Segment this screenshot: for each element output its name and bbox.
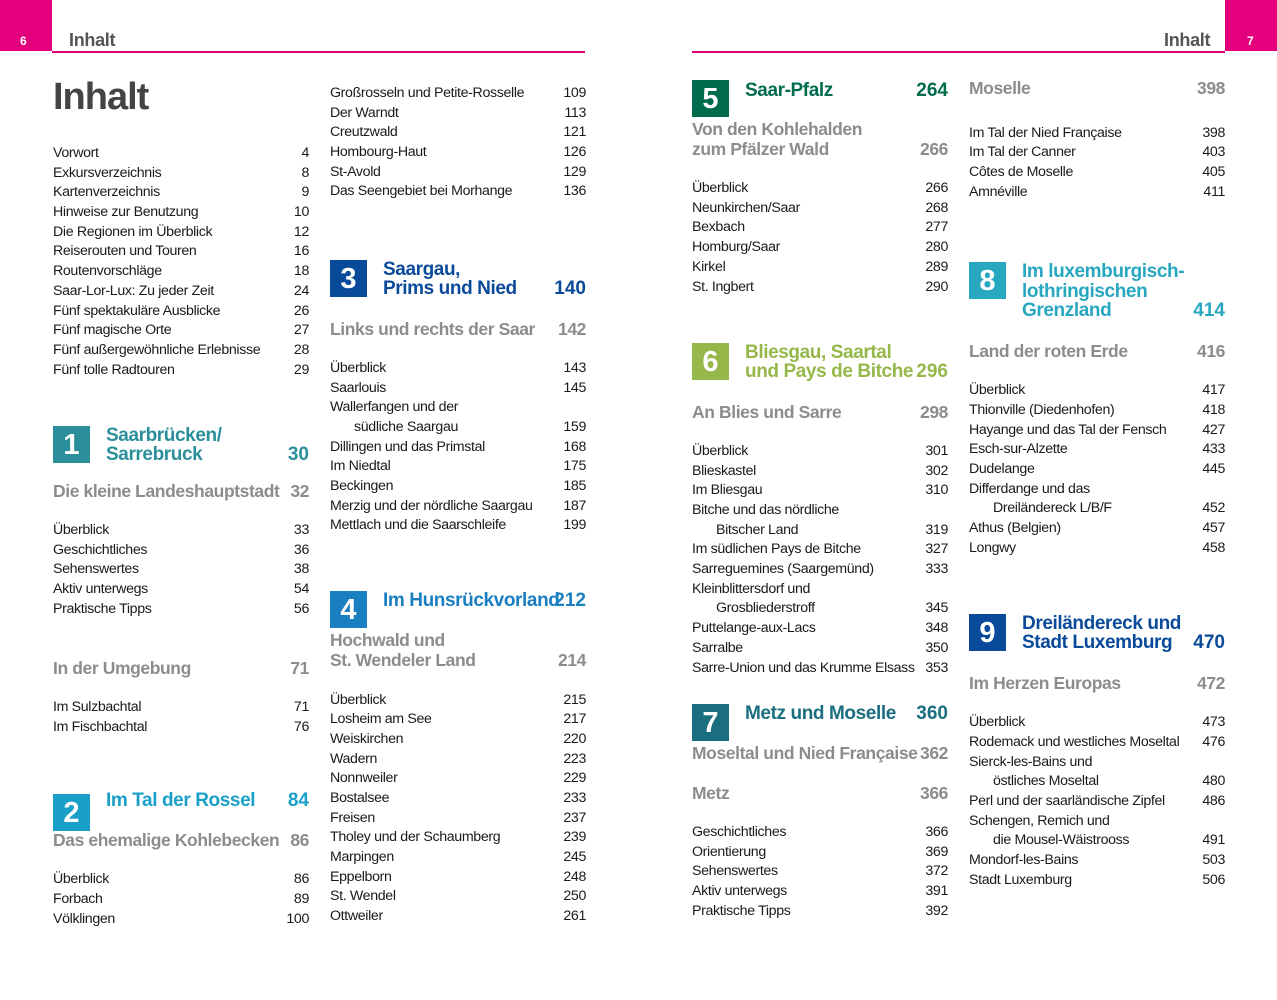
chapter-number-box: 5: [692, 80, 729, 117]
chapter-number-box: 1: [53, 426, 90, 463]
chapter-title: Stadt Luxemburg: [1022, 632, 1173, 654]
toc-entry[interactable]: Völklingen 100: [53, 910, 309, 927]
toc-entry[interactable]: Exkursverzeichnis 8: [53, 164, 309, 181]
toc-entry[interactable]: Wallerfangen und der: [330, 399, 459, 416]
toc-entry[interactable]: Beckingen 185: [330, 478, 586, 494]
chapter-title: lothringischen: [1022, 280, 1148, 302]
chapter-title: und Pays de Bitche: [745, 361, 914, 383]
toc-entry[interactable]: Eppelborn 248: [330, 868, 586, 885]
toc-entry[interactable]: Vorwort 4: [53, 145, 309, 161]
page-title: Inhalt: [53, 76, 149, 118]
toc-entry[interactable]: Hombourg-Haut 126: [330, 144, 586, 161]
toc-entry[interactable]: Im Bliesgau 310: [692, 482, 948, 499]
toc-entry[interactable]: Perl und der saarländische Zipfel 486: [969, 792, 1225, 809]
toc-entry[interactable]: Reiserouten und Touren 16: [53, 243, 309, 260]
chapter-title: Sarrebruck: [106, 444, 203, 466]
chapter-number-box: 7: [692, 704, 729, 741]
chapter-page: 84: [287, 789, 309, 811]
toc-entry[interactable]: Kleinblittersdorf und: [692, 580, 811, 597]
toc-entry[interactable]: Longwy 458: [969, 539, 1225, 556]
toc-entry[interactable]: Überblick 143: [330, 359, 586, 376]
toc-entry[interactable]: Fünf spektakuläre Ausblicke 26: [53, 302, 309, 319]
toc-entry[interactable]: Bostalsee 233: [330, 789, 586, 806]
chapter-title: Im Hunsrückvorland: [383, 590, 560, 612]
toc-entry[interactable]: Losheim am See 217: [330, 711, 586, 728]
section-heading[interactable]: Land der roten Erde 416: [969, 340, 1225, 361]
toc-entry[interactable]: Sehenswertes 38: [53, 561, 309, 578]
toc-entry[interactable]: Dillingen und das Primstal 168: [330, 438, 586, 455]
toc-entry[interactable]: Amnéville 411: [969, 183, 1225, 200]
toc-entry[interactable]: Dudelange 445: [969, 460, 1225, 477]
toc-entry[interactable]: Neunkirchen/Saar 268: [692, 199, 948, 216]
toc-entry[interactable]: Im Tal der Nied Française 398: [969, 124, 1225, 141]
section-heading[interactable]: Die kleine Landeshauptstadt 32: [53, 480, 309, 501]
toc-entry[interactable]: Grosbliederstroff 345: [716, 600, 948, 617]
chapter-page: 296: [916, 361, 948, 383]
chapter-1-heading[interactable]: [53, 426, 309, 482]
toc-column-3: [692, 80, 948, 921]
running-head-left: Inhalt: [69, 30, 116, 50]
header-rule-left: [52, 51, 585, 53]
toc-entry[interactable]: Im Sulzbachtal 71: [53, 699, 309, 716]
toc-entry[interactable]: Nonnweiler 229: [330, 770, 586, 787]
toc-entry[interactable]: Forbach 89: [53, 891, 309, 907]
chapter-number-box: 6: [692, 343, 729, 380]
toc-entry[interactable]: Aktiv unterwegs 391: [692, 883, 948, 900]
toc-entry[interactable]: Sarreguemines (Saargemünd) 333: [692, 561, 948, 578]
toc-entry[interactable]: Hayange und das Tal der Fensch 427: [969, 421, 1225, 438]
toc-entry[interactable]: Tholey und der Schaumberg 239: [330, 829, 586, 846]
chapter-5-heading[interactable]: [692, 80, 948, 120]
chapter-2-heading[interactable]: [53, 791, 309, 831]
toc-entry[interactable]: Weiskirchen 220: [330, 730, 586, 747]
chapter-title: Saargau,: [383, 258, 461, 280]
chapter-title: Saar-Pfalz: [745, 80, 833, 101]
chapter-8-heading[interactable]: [969, 262, 1225, 342]
toc-entry[interactable]: Im Niedtal 175: [330, 458, 586, 475]
section-heading[interactable]: Metz 366: [692, 782, 948, 803]
toc-entry[interactable]: Die Regionen im Überblick 12: [53, 223, 309, 240]
toc-entry[interactable]: Hinweise zur Benutzung 10: [53, 204, 309, 221]
toc-entry[interactable]: Großrosseln und Petite-Rosselle 109: [330, 85, 586, 101]
toc-entry[interactable]: die Mousel-Wäistrooss 491: [993, 832, 1225, 849]
chapter-page: 470: [1193, 632, 1225, 654]
chapter-3-heading[interactable]: [330, 260, 586, 320]
toc-entry[interactable]: Fünf magische Orte 27: [53, 322, 309, 339]
toc-entry[interactable]: Sarre-Union und das Krumme Elsass 353: [692, 659, 948, 676]
toc-entry[interactable]: Geschichtliches 36: [53, 541, 309, 558]
toc-entry[interactable]: Saar-Lor-Lux: Zu jeder Zeit 24: [53, 282, 309, 299]
toc-column-2: [330, 84, 586, 927]
toc-entry[interactable]: St. Wendel 250: [330, 888, 586, 905]
toc-entry[interactable]: Sehenswertes 372: [692, 863, 948, 880]
toc-entry[interactable]: Routenvorschläge 18: [53, 263, 309, 280]
toc-entry[interactable]: Bexbach 277: [692, 219, 948, 236]
section-heading[interactable]: Hochwald und St. Wendeler Land 214: [330, 630, 586, 671]
chapter-page: 360: [916, 703, 948, 725]
toc-entry[interactable]: Sarralbe 350: [692, 639, 948, 656]
toc-column-4: [969, 79, 1225, 890]
toc-entry[interactable]: Sierck-les-Bains und: [969, 753, 1093, 770]
chapter-page: 212: [554, 590, 586, 612]
toc-entry[interactable]: Marpingen 245: [330, 849, 586, 866]
chapter-page: 140: [554, 278, 586, 300]
toc-entry[interactable]: Fünf tolle Radtouren 29: [53, 361, 309, 378]
toc-entry[interactable]: Saarlouis 145: [330, 379, 586, 396]
toc-entry[interactable]: Mettlach und die Saarschleife 199: [330, 517, 586, 534]
toc-entry[interactable]: Orientierung 369: [692, 843, 948, 860]
toc-entry[interactable]: Aktiv unterwegs 54: [53, 581, 309, 598]
toc-entry[interactable]: St. Ingbert 290: [692, 278, 948, 295]
toc-entry[interactable]: Ottweiler 261: [330, 908, 586, 925]
toc-entry[interactable]: Athus (Belgien) 457: [969, 520, 1225, 536]
chapter-number-box: 3: [330, 260, 367, 297]
toc-entry[interactable]: Differdange und das: [969, 480, 1090, 497]
toc-entry[interactable]: Im Tal der Canner 403: [969, 144, 1225, 161]
toc-column-1: [53, 144, 309, 929]
toc-entry[interactable]: Überblick 86: [53, 871, 309, 888]
chapter-6-heading[interactable]: [692, 343, 948, 403]
toc-entry[interactable]: Überblick 417: [969, 382, 1225, 399]
section-heading[interactable]: In der Umgebung 71: [53, 657, 309, 678]
toc-entry[interactable]: Dreiländereck L/B/F 452: [993, 500, 1225, 517]
toc-entry[interactable]: Bitscher Land 319: [716, 521, 948, 538]
running-head-right: Inhalt: [1164, 30, 1211, 50]
toc-entry[interactable]: Merzig und der nördliche Saargau 187: [330, 497, 586, 514]
toc-entry[interactable]: Überblick 33: [53, 522, 309, 538]
page-number-left: 6: [20, 34, 27, 48]
toc-entry[interactable]: Stadt Luxemburg 506: [969, 871, 1225, 888]
chapter-title: Bliesgau, Saartal: [745, 341, 892, 363]
chapter-title: Saarbrücken/: [106, 424, 222, 446]
toc-entry[interactable]: Kirkel 289: [692, 258, 948, 275]
toc-entry[interactable]: Côtes de Moselle 405: [969, 164, 1225, 181]
front-matter-list: [53, 144, 309, 380]
toc-entry[interactable]: Das Seengebiet bei Morhange 136: [330, 183, 586, 200]
chapter-number-box: 2: [53, 794, 90, 831]
toc-entry[interactable]: Der Warndt 113: [330, 104, 586, 121]
toc-entry[interactable]: Freisen 237: [330, 809, 586, 826]
chapter-4-heading[interactable]: [330, 591, 586, 631]
section-heading[interactable]: Moseltal und Nied Française 362: [692, 743, 948, 764]
toc-entry[interactable]: Homburg/Saar 280: [692, 239, 948, 256]
toc-entry[interactable]: Im Fischbachtal 76: [53, 718, 309, 735]
toc-entry[interactable]: Praktische Tipps 392: [692, 902, 948, 919]
chapter-number-box: 8: [969, 262, 1006, 299]
chapter-title: Prims und Nied: [383, 278, 517, 300]
toc-entry[interactable]: Puttelange-aux-Lacs 348: [692, 620, 948, 637]
chapter-title: Metz und Moselle: [745, 703, 896, 725]
chapter-page: 30: [287, 444, 309, 466]
chapter-9-heading[interactable]: [969, 614, 1225, 674]
toc-entry[interactable]: Mondorf-les-Bains 503: [969, 851, 1225, 868]
toc-entry[interactable]: Im südlichen Pays de Bitche 327: [692, 541, 948, 558]
section-heading[interactable]: Moselle 398: [969, 78, 1225, 98]
toc-entry[interactable]: Fünf außergewöhnliche Erlebnisse 28: [53, 341, 309, 358]
toc-entry[interactable]: Rodemack und westliches Moseltal 476: [969, 733, 1225, 750]
toc-entry[interactable]: Wadern 223: [330, 750, 586, 767]
header-rule-right: [692, 51, 1225, 53]
toc-entry[interactable]: Überblick 266: [692, 180, 948, 197]
page-number-right: 7: [1247, 34, 1254, 48]
chapter-number-box: 9: [969, 614, 1006, 651]
chapter-7-heading[interactable]: [692, 704, 948, 744]
toc-entry[interactable]: Überblick 473: [969, 714, 1225, 731]
toc-entry[interactable]: Esch-sur-Alzette 433: [969, 441, 1225, 458]
chapter-title: Dreiländereck und: [1022, 612, 1181, 634]
toc-entry[interactable]: Praktische Tipps 56: [53, 600, 309, 617]
section-heading[interactable]: Von den Kohlehalden zum Pfälzer Wald 266: [692, 119, 948, 159]
section-heading[interactable]: Das ehemalige Kohlebecken 86: [53, 829, 309, 850]
toc-entry[interactable]: St-Avold 129: [330, 163, 586, 180]
chapter-number-box: 4: [330, 591, 367, 628]
toc-entry[interactable]: südliche Saargau 159: [354, 418, 586, 435]
toc-entry[interactable]: Schengen, Remich und: [969, 812, 1110, 829]
toc-entry[interactable]: Creutzwald 121: [330, 124, 586, 141]
toc-entry[interactable]: Bitche und das nördliche: [692, 502, 839, 519]
chapter-page: 414: [1193, 300, 1225, 322]
toc-entry[interactable]: östliches Moseltal 480: [993, 773, 1225, 790]
toc-entry[interactable]: Blieskastel 302: [692, 462, 948, 479]
toc-entry[interactable]: Kartenverzeichnis 9: [53, 184, 309, 201]
chapter-title: Im Tal der Rossel: [106, 789, 256, 811]
section-heading[interactable]: Im Herzen Europas 472: [969, 672, 1225, 693]
toc-entry[interactable]: Thionville (Diedenhofen) 418: [969, 401, 1225, 418]
toc-entry[interactable]: Geschichtliches 366: [692, 823, 948, 840]
section-heading[interactable]: An Blies und Sarre 298: [692, 401, 948, 422]
toc-entry[interactable]: Überblick 301: [692, 442, 948, 459]
chapter-title: Im luxemburgisch-: [1022, 260, 1185, 282]
chapter-page: 264: [916, 80, 948, 101]
chapter-title: Grenzland: [1022, 300, 1112, 322]
section-heading[interactable]: Links und rechts der Saar 142: [330, 318, 586, 339]
toc-entry[interactable]: Überblick 215: [330, 691, 586, 708]
